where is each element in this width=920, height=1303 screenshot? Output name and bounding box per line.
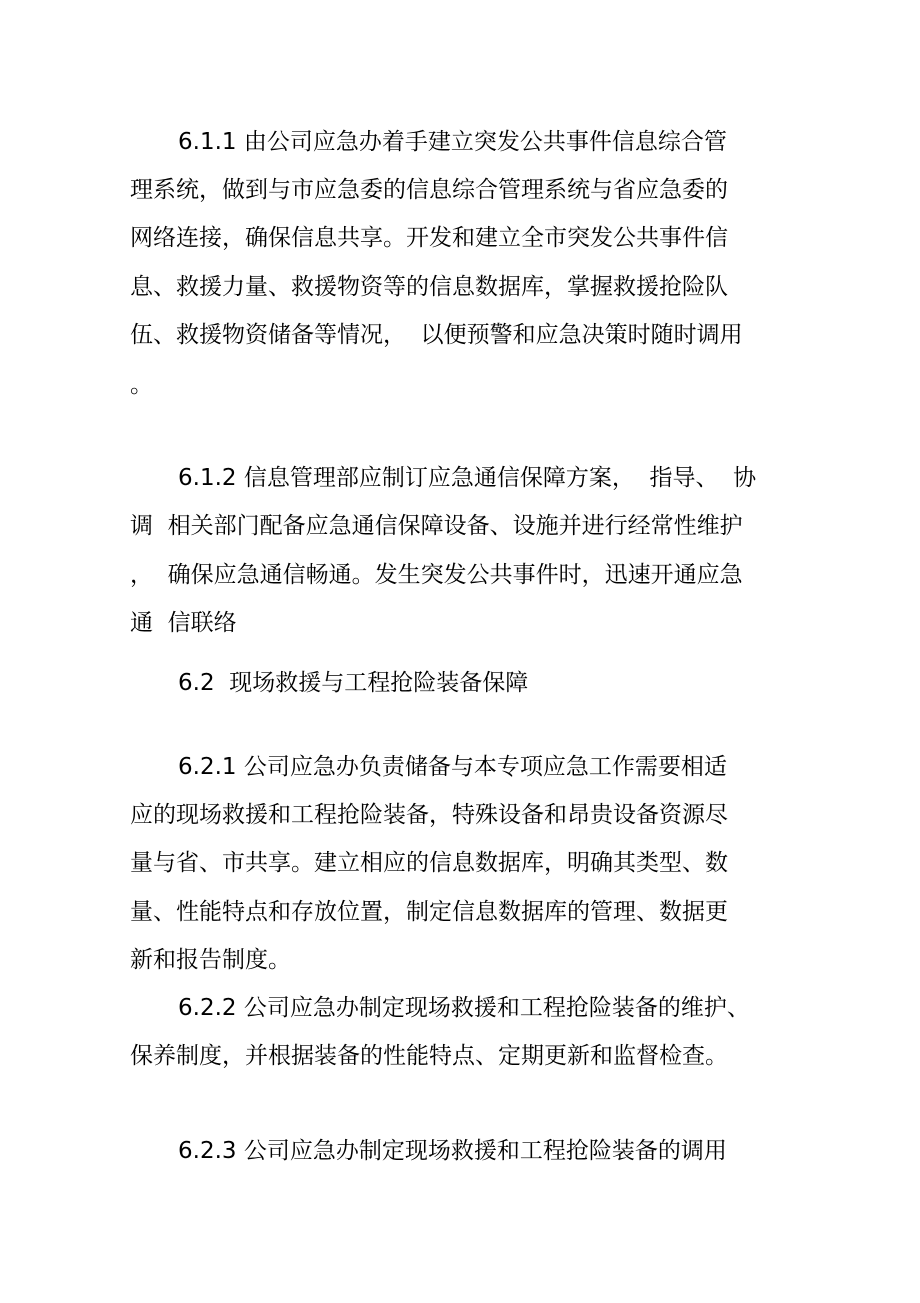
paragraph-6-1-2-line-3: ， 确保应急通信畅通。发生突发公共事件时，迅速开通应急 <box>130 562 743 588</box>
paragraph-6-1-1-line-2: 理系统，做到与市应急委的信息综合管理系统与省应急委的 <box>130 177 728 203</box>
paragraph-6-1-1-line-4: 息、救援力量、救援物资等的信息数据库，掌握救援抢险队 <box>130 274 728 300</box>
paragraph-6-2-1-line-5: 新和报告制度。 <box>130 947 291 973</box>
paragraph-6-1-2-line-1: 6.1.2 信息管理部应制订应急通信保障方案， 指导、 协 <box>178 465 757 491</box>
paragraph-6-2-1-line-4: 量、性能特点和存放位置，制定信息数据库的管理、数据更 <box>130 899 728 925</box>
paragraph-6-2-1-line-3: 量与省、市共享。建立相应的信息数据库，明确其类型、数 <box>130 850 728 876</box>
paragraph-6-1-1-line-1: 6.1.1 由公司应急办着手建立突发公共事件信息综合管 <box>178 129 727 155</box>
paragraph-6-1-2-line-4: 通 信联络 <box>130 610 237 636</box>
paragraph-6-2-1-line-2: 应的现场救援和工程抢险装备，特殊设备和昂贵设备资源尽 <box>130 802 728 828</box>
paragraph-6-2-2-line-1: 6.2.2 公司应急办制定现场救援和工程抢险装备的维护、 <box>178 995 750 1021</box>
section-heading-6-2: 6.2 现场救援与工程抢险装备保障 <box>178 670 529 696</box>
paragraph-6-2-1-line-1: 6.2.1 公司应急办负责储备与本专项应急工作需要相适 <box>178 754 727 780</box>
paragraph-6-1-1-line-6: 。 <box>130 372 153 398</box>
paragraph-6-2-3-line-1: 6.2.3 公司应急办制定现场救援和工程抢险装备的调用 <box>178 1138 727 1164</box>
paragraph-6-1-1-line-3: 网络连接，确保信息共享。开发和建立全市突发公共事件信 <box>130 225 728 251</box>
paragraph-6-1-2-line-2: 调 相关部门配备应急通信保障设备、设施并进行经常性维护 <box>130 513 743 539</box>
paragraph-6-1-1-line-5: 伍、救援物资储备等情况， 以便预警和应急决策时随时调用 <box>130 322 743 348</box>
paragraph-6-2-2-line-2: 保养制度，并根据装备的性能特点、定期更新和监督检查。 <box>130 1043 728 1069</box>
